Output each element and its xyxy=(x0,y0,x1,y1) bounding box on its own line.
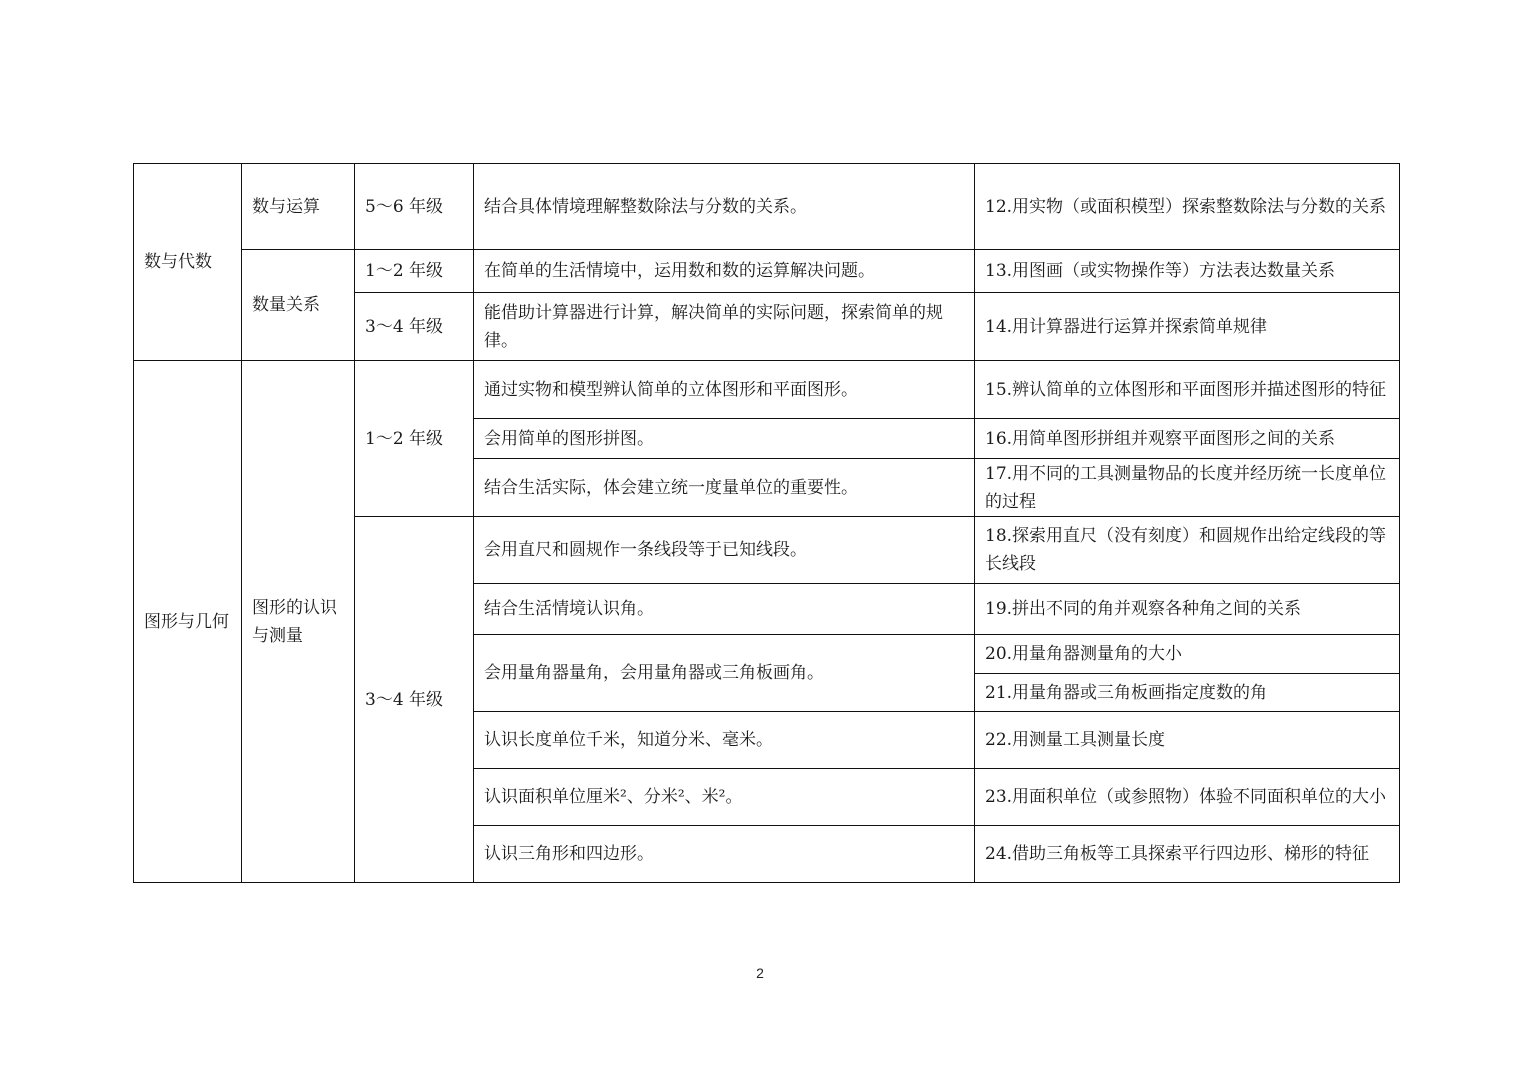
page-number: 2 xyxy=(756,965,764,981)
activity-cell: 17.用不同的工具测量物品的长度并经历统一长度单位的过程 xyxy=(975,459,1400,517)
content-cell: 认识三角形和四边形。 xyxy=(474,826,975,883)
domain-cell: 数与代数 xyxy=(134,164,242,361)
curriculum-table xyxy=(133,163,1400,883)
content-cell: 在简单的生活情境中，运用数和数的运算解决问题。 xyxy=(474,250,975,293)
activity-cell: 19.拼出不同的角并观察各种角之间的关系 xyxy=(975,584,1400,635)
activity-cell: 22.用测量工具测量长度 xyxy=(975,712,1400,769)
table-row xyxy=(134,361,1400,419)
content-cell: 通过实物和模型辨认简单的立体图形和平面图形。 xyxy=(474,361,975,419)
activity-cell: 21.用量角器或三角板画指定度数的角 xyxy=(975,674,1400,712)
content-cell: 会用直尺和圆规作一条线段等于已知线段。 xyxy=(474,517,975,584)
subdomain-cell: 数与运算 xyxy=(242,164,355,250)
grade-cell: 3～4 年级 xyxy=(355,293,474,361)
grade-cell: 3～4 年级 xyxy=(355,517,474,883)
content-cell: 会用量角器量角，会用量角器或三角板画角。 xyxy=(474,635,975,712)
activity-cell: 14.用计算器进行运算并探索简单规律 xyxy=(975,293,1400,361)
activity-cell: 15.辨认简单的立体图形和平面图形并描述图形的特征 xyxy=(975,361,1400,419)
table-row xyxy=(134,164,1400,250)
activity-cell: 23.用面积单位（或参照物）体验不同面积单位的大小 xyxy=(975,769,1400,826)
grade-cell: 1～2 年级 xyxy=(355,361,474,517)
subdomain-cell: 图形的认识与测量 xyxy=(242,361,355,883)
content-cell: 认识面积单位厘米²、分米²、米²。 xyxy=(474,769,975,826)
activity-cell: 18.探索用直尺（没有刻度）和圆规作出给定线段的等长线段 xyxy=(975,517,1400,584)
content-cell: 结合生活实际，体会建立统一度量单位的重要性。 xyxy=(474,459,975,517)
content-cell: 能借助计算器进行计算，解决简单的实际问题，探索简单的规律。 xyxy=(474,293,975,361)
activity-cell: 24.借助三角板等工具探索平行四边形、梯形的特征 xyxy=(975,826,1400,883)
table-row xyxy=(134,250,1400,293)
content-cell: 认识长度单位千米，知道分米、毫米。 xyxy=(474,712,975,769)
subdomain-cell: 数量关系 xyxy=(242,250,355,361)
activity-cell: 12.用实物（或面积模型）探索整数除法与分数的关系 xyxy=(975,164,1400,250)
activity-cell: 13.用图画（或实物操作等）方法表达数量关系 xyxy=(975,250,1400,293)
content-cell: 结合具体情境理解整数除法与分数的关系。 xyxy=(474,164,975,250)
grade-cell: 5～6 年级 xyxy=(355,164,474,250)
grade-cell: 1～2 年级 xyxy=(355,250,474,293)
content-cell: 会用简单的图形拼图。 xyxy=(474,419,975,459)
activity-cell: 20.用量角器测量角的大小 xyxy=(975,635,1400,674)
activity-cell: 16.用简单图形拼组并观察平面图形之间的关系 xyxy=(975,419,1400,459)
domain-cell: 图形与几何 xyxy=(134,361,242,883)
content-cell: 结合生活情境认识角。 xyxy=(474,584,975,635)
